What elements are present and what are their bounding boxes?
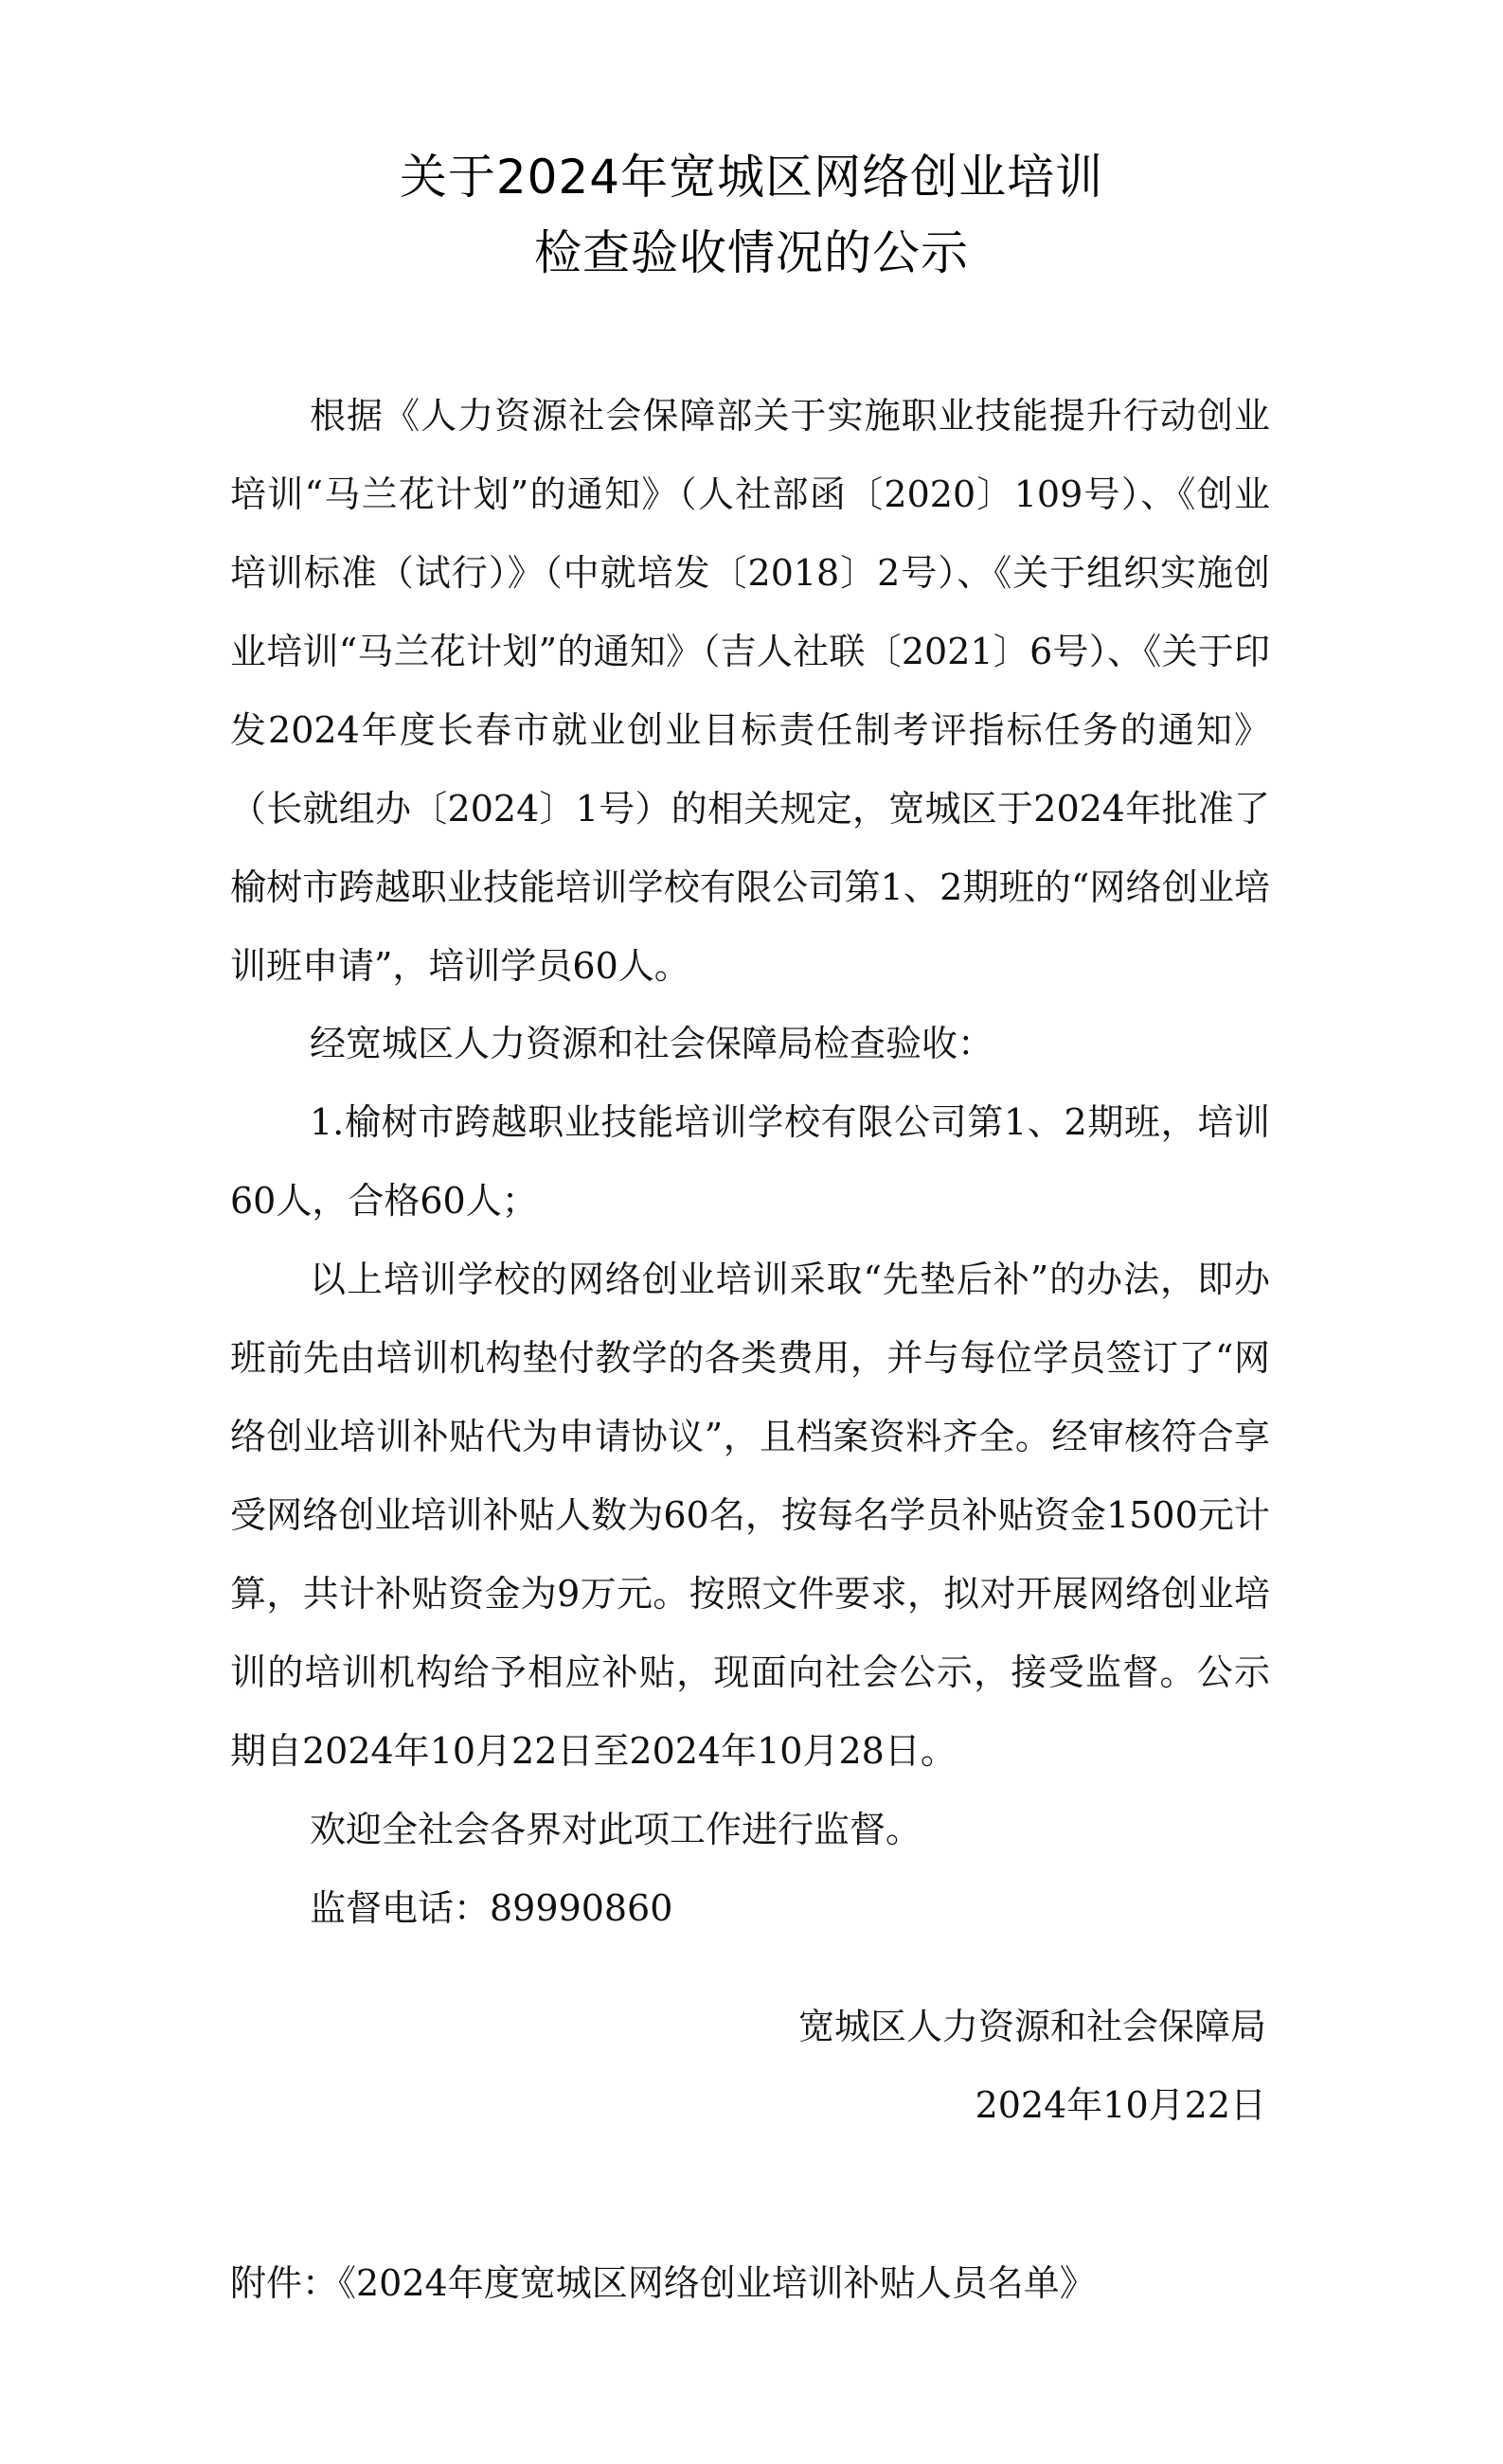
- paragraph-welcome: 欢迎全社会各界对此项工作进行监督。: [310, 1809, 922, 1850]
- attachment-line: 附件：《2024年度宽城区网络创业培训补贴人员名单》: [230, 2262, 1096, 2304]
- paragraph-result-item: 1.榆树市跨越职业技能培训学校有限公司第1、2期班，培训60人，合格60人；: [230, 1101, 1270, 1222]
- title-line-1: 关于2024年宽城区网络创业培训: [399, 150, 1104, 205]
- paragraph-subsidy: 以上培训学校的网络创业培训采取“先垫后补”的办法，即办班前先由培训机构垫付教学的各类费用，并与每位学员签订了“网络创业培训补贴代为申请协议”，且档案资料齐全。经审核符合享受网络创业培训补贴人数为60名，按每名学员补贴资金1500元计算，共计补贴资金为9万元。按照文件要求，拟对开展网络创业培训的培训机构给予相应补贴，现面向社会公示，接受监督。公示期自2024年10月22日至2024年10月28日。: [230, 1259, 1270, 1772]
- paragraph-inspection: 经宽城区人力资源和社会保障局检查验收：: [310, 1023, 994, 1064]
- title-line-2: 检查验收情况的公示: [534, 225, 969, 280]
- paragraph-phone: 监督电话：89990860: [310, 1887, 673, 1929]
- paragraph-basis: 根据《人力资源社会保障部关于实施职业技能提升行动创业培训“马兰花计划”的通知》（人社部函〔2020〕109号）、《创业培训标准（试行）》（中就培发〔2018〕2号）、《关于组织实施创业培训“马兰花计划”的通知》（吉人社联〔2021〕6号）、《关于印发2024年度长春市就业创业目标责任制考评指标任务的通知》（长就组办〔2024〕1号）的相关规定，宽城区于2024年批准了榆树市跨越职业技能培训学校有限公司第1、2期班的“网络创业培训班申请”，培训学员60人。: [230, 395, 1270, 987]
- signature-org: 宽城区人力资源和社会保障局: [797, 2006, 1266, 2047]
- signature-date: 2024年10月22日: [975, 2084, 1266, 2126]
